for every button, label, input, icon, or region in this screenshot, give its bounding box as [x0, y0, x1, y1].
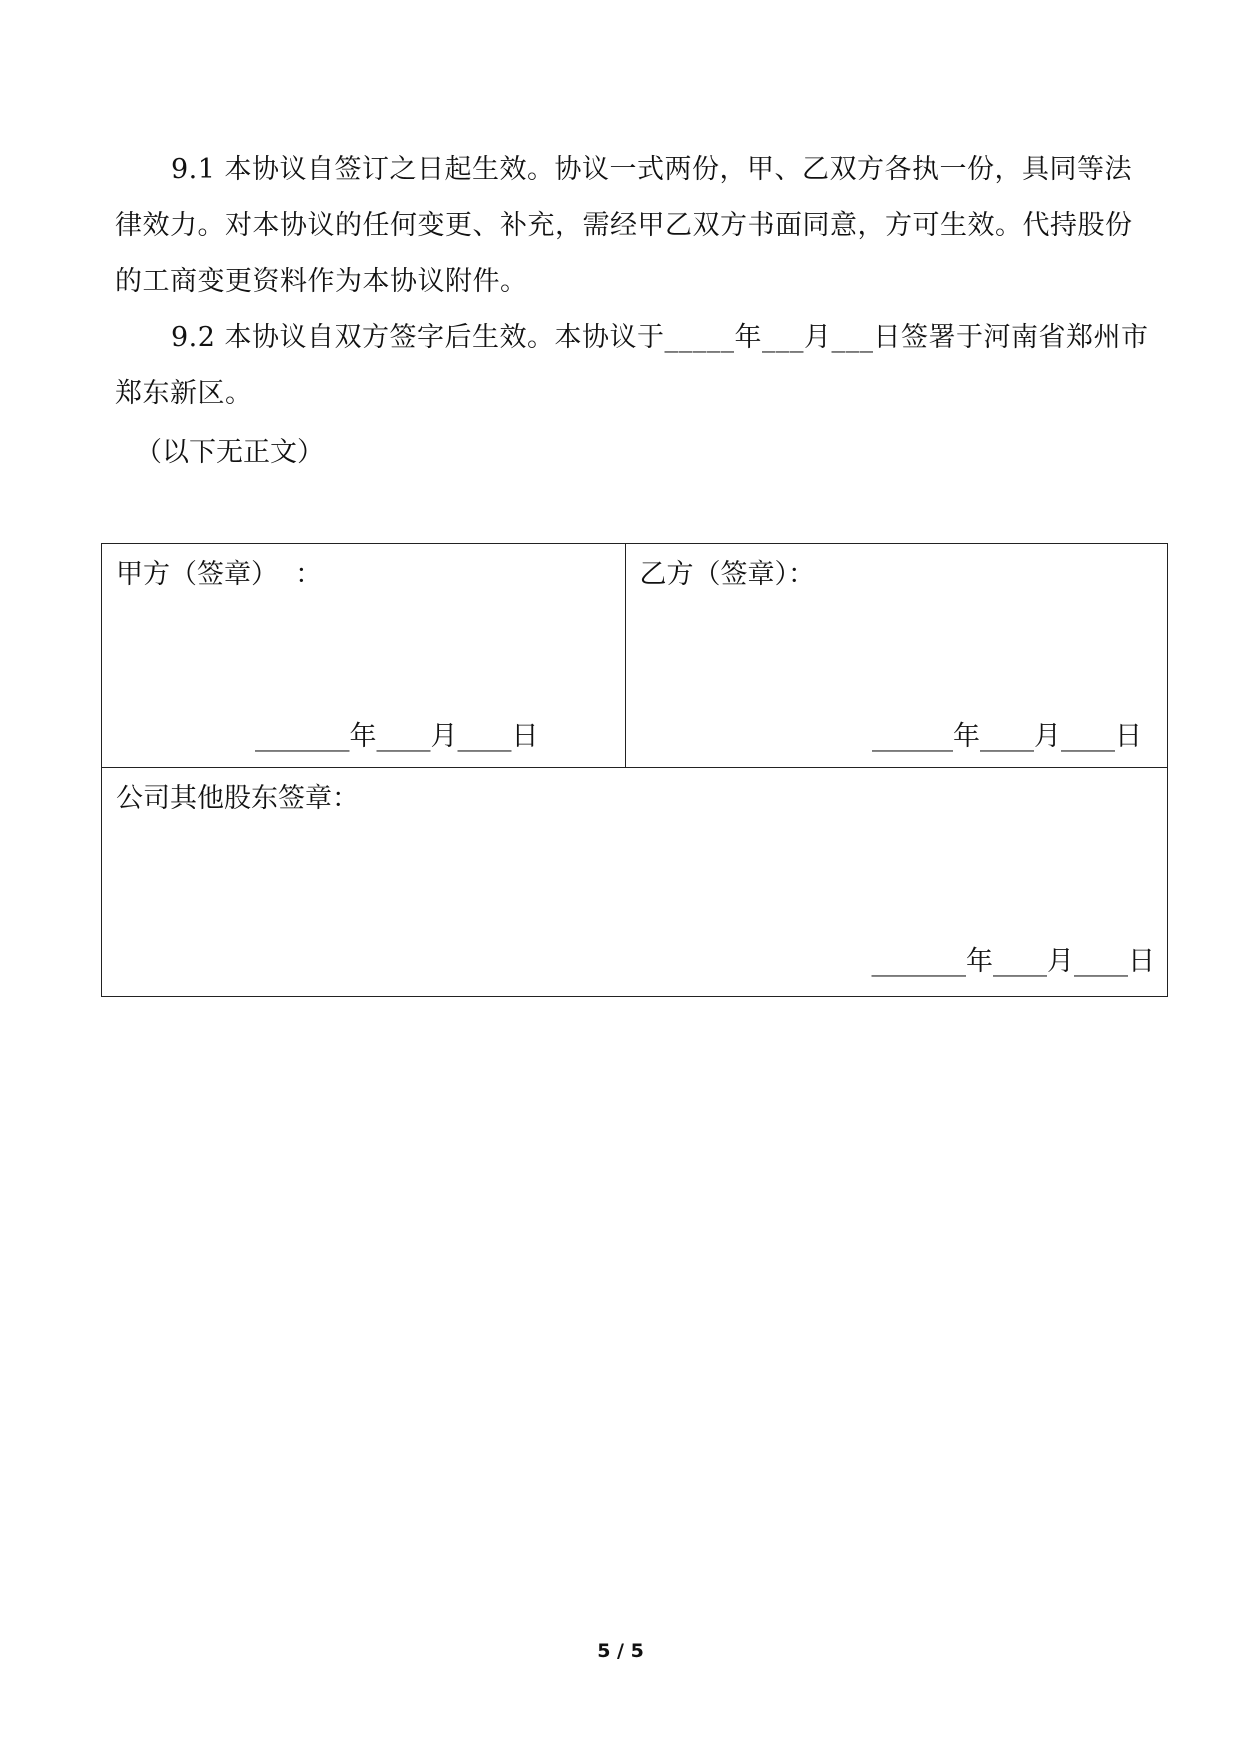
no-further-text-note: （以下无正文） — [135, 437, 324, 468]
signature-table — [101, 543, 1168, 997]
other-shareholders-date: _______年____月____日 — [871, 946, 1155, 977]
other-shareholders-label: 公司其他股东签章： — [116, 783, 359, 814]
signature-row-shareholders — [102, 768, 1168, 997]
party-a-signature-cell — [102, 544, 626, 768]
clause-9-1: 9.1 本协议自签订之日起生效。协议一式两份，甲、乙双方各执一份，具同等法律效力。对本协议的任何变更、补充，需经甲乙双方书面同意，方可生效。代持股份的工商变更资料作为本协议附件。 — [115, 154, 1133, 297]
party-b-date: ______年____月____日 — [872, 721, 1142, 752]
party-a-label: 甲方（签章） ： — [116, 559, 323, 590]
page-number: 5 / 5 — [597, 1640, 644, 1662]
clause-9-2: 9.2 本协议自双方签字后生效。本协议于_____年___月___日签署于河南省郑州市郑东新区。 — [115, 322, 1149, 409]
party-b-label: 乙方（签章）： — [639, 559, 815, 590]
signature-row-parties — [102, 544, 1168, 768]
party-a-date: _______年____月____日 — [255, 721, 539, 752]
other-shareholders-signature-cell — [102, 768, 1168, 997]
party-b-signature-cell — [625, 544, 1168, 768]
